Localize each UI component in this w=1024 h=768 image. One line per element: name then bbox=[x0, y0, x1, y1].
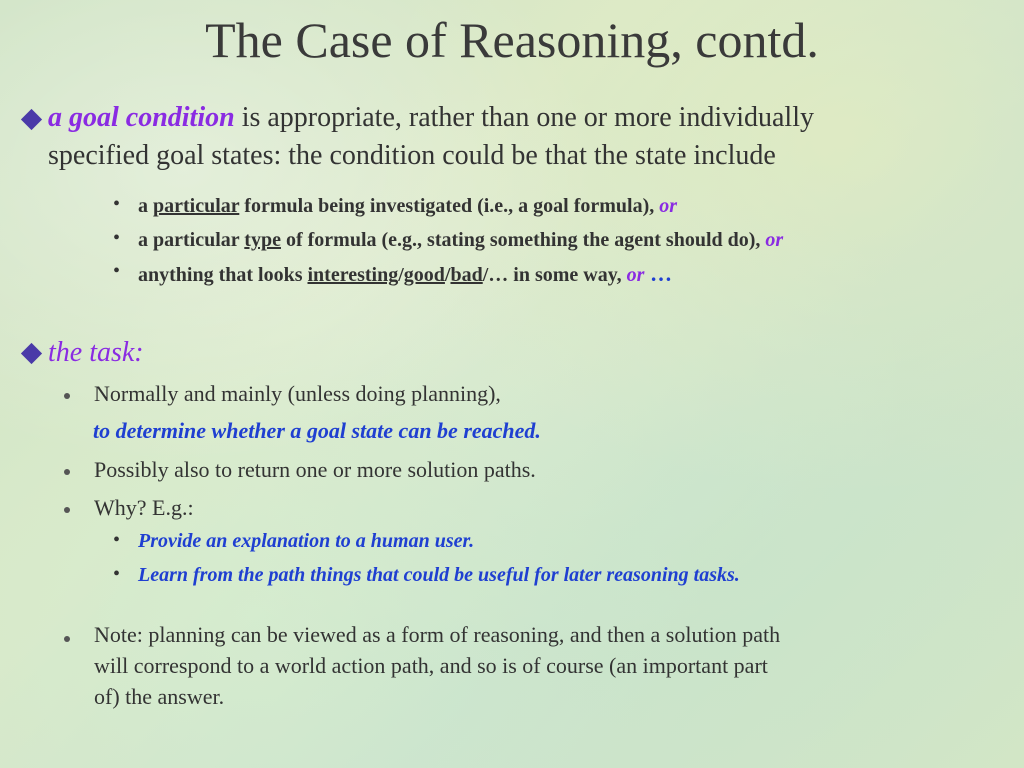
underlined-word: bad bbox=[450, 264, 483, 286]
point1-line2: specified goal states: the condition could be that the state include bbox=[48, 140, 776, 171]
text: … in some way, bbox=[488, 264, 627, 286]
sub-item-1 bbox=[138, 193, 677, 220]
text: a bbox=[138, 195, 153, 217]
dot-bullet-icon bbox=[64, 469, 70, 475]
text: of formula (e.g., stating something the agent should do), bbox=[280, 229, 766, 251]
why-item-2: Learn from the path things that could be useful for later reasoning tasks. bbox=[138, 564, 740, 586]
slash: / bbox=[444, 264, 451, 286]
note-line-3: of) the answer. bbox=[94, 684, 225, 709]
note-line-1: Note: planning can be viewed as a form of reasoning, and then a solution path bbox=[94, 622, 781, 647]
or-word: or bbox=[659, 195, 678, 217]
underlined-word: interesting bbox=[307, 264, 399, 286]
dot-bullet-icon bbox=[64, 507, 70, 513]
slash: / bbox=[482, 264, 489, 286]
underlined-word: good bbox=[403, 264, 445, 286]
task-item-1-blue: to determine whether a goal state can be reached. bbox=[93, 418, 541, 443]
sub-bullet-icon: • bbox=[113, 227, 121, 249]
note-line-2: will correspond to a world action path, and so is of course (an important part bbox=[94, 653, 768, 678]
diamond-bullet-icon bbox=[21, 343, 42, 364]
point1-line1 bbox=[48, 99, 814, 136]
sub-item-2 bbox=[138, 227, 783, 254]
underlined-word: type bbox=[244, 229, 281, 251]
point1-line1-text: is appropriate, rather than one or more individually bbox=[234, 102, 814, 133]
or-word: or bbox=[765, 229, 784, 251]
point2-heading: the task: bbox=[48, 337, 144, 368]
slide-title: The Case of Reasoning, contd. bbox=[205, 12, 819, 68]
diamond-bullet-icon bbox=[21, 109, 42, 130]
task-item-2: Possibly also to return one or more solution paths. bbox=[94, 457, 536, 482]
task-item-1: Normally and mainly (unless doing planning), bbox=[94, 381, 501, 406]
why-item-1: Provide an explanation to a human user. bbox=[138, 530, 475, 552]
sub-bullet-icon: • bbox=[113, 260, 121, 282]
underlined-word: particular bbox=[153, 195, 240, 217]
task-item-3: Why? E.g.: bbox=[94, 495, 194, 520]
sub-bullet-icon: • bbox=[113, 193, 121, 215]
or-word: or bbox=[626, 264, 645, 286]
sub-bullet-icon: • bbox=[113, 563, 121, 585]
point1-emphasis: a goal condition bbox=[48, 102, 235, 133]
slash: / bbox=[398, 264, 404, 286]
ellipsis: … bbox=[644, 261, 672, 286]
text: a particular bbox=[138, 229, 245, 251]
dot-bullet-icon bbox=[64, 636, 70, 642]
dot-bullet-icon bbox=[64, 393, 70, 399]
sub-bullet-icon: • bbox=[113, 529, 121, 551]
text: anything that looks bbox=[138, 264, 308, 286]
sub-item-3 bbox=[138, 260, 672, 289]
text: formula being investigated (i.e., a goal formula), bbox=[239, 195, 660, 217]
